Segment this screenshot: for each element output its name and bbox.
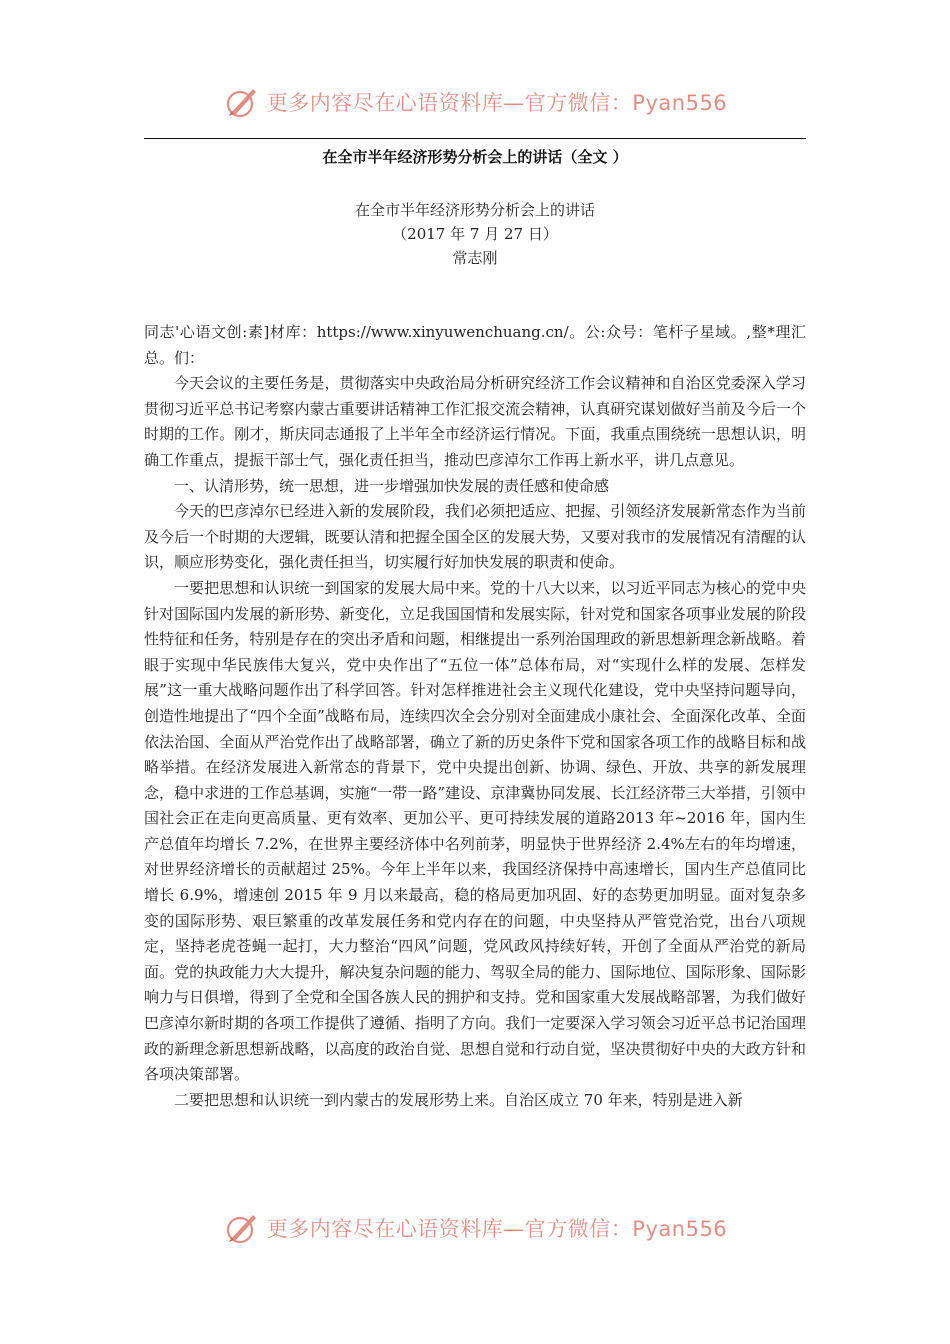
paragraph: 今天的巴彦淖尔已经进入新的发展阶段，我们必须把适应、把握、引领经济发展新常态作为当前及今后一个时期的大逻辑，既要认清和把握全国全区的发展大势，又要对我市的发展情况有清醒的认识，顺应形势变化，强化责任担当，切实履行好加快发展的职责和使命。 — [144, 502, 806, 572]
speaker-name: 常志刚 — [452, 249, 498, 267]
header-banner — [0, 80, 950, 124]
paragraph: 一要把思想和认识统一到国家的发展大局中来。党的十八大以来，以习近平同志为核心的党中央针对国际国内发展的新形势、新变化，立足我国国情和发展实际，针对党和国家各项事业发展的阶段性特征和任务，特别是存在的突出矛盾和问题，相继提出一系列治国理政的新思想新理念新战略。着眼于实现中华民族伟大复兴，党中央作出了“五位一体”总体布局，对“实现什么样的发展、怎样发展”这一重大战略问题作出了科学回答。针对怎样推进社会主义现代化建设，党中央坚持问题导向，创造性地提出了“四个全面”战略布局，连续四次全会分别对全面建成小康社会、全面深化改革、全面依法治国、全面从严治党作出了战略部署，确立了新的历史条件下党和国家各项工作的战略目标和战略举措。在经济发展进入新常态的背景下，党中央提出创新、协调、绿色、开放、共享的新发展理念，稳中求进的工作总基调，实施“一带一路”建设、京津冀协同发展、长江经济带三大举措，引领中国社会正在走向更高质量、更有效率、更加公平、更可持续发展的道路2013 年~2016 年，国内生产总值年均增长 7.2%，在世界主要经济体中名列前茅，明显快于世界经济 2.4%左右的年均增速，对世界经济增长的贡献超过 25%。今年上半年以来，我国经济保持中高速增长，国内生产总值同比增长 6.9%，增速创 2015 年 9 月以来最高，稳的格局更加巩固、好的态势更加明显。面对复杂多变的国际形势、艰巨繁重的改革发展任务和党内存在的问题，中央坚持从严管党治党，出台八项规定，坚持老虎苍蝇一起打，大力整治“四风”问题，党风政风持续好转，开创了全面从严治党的新局面。党的执政能力大大提升，解决复杂问题的能力、驾驭全局的能力、国际地位、国际形象、国际影响力与日俱增，得到了全党和全国各族人民的拥护和支持。党和国家重大发展战略部署，为我们做好巴彦淖尔新时期的各项工作提供了遵循、指明了方向。我们一定要深入学习领会习近平总书记治国理政的新理念新思想新战略，以高度的政治自觉、思想自觉和行动自觉，坚决贯彻好中央的大政方针和各项决策部署。 — [144, 578, 806, 1084]
speech-title: 在全市半年经济形势分析会上的讲话 — [354, 201, 595, 219]
section-heading: 一、认清形势，统一思想，进一步增强加快发展的责任感和使命感 — [174, 476, 610, 495]
header-divider — [144, 138, 806, 139]
banner-text: 更多内容尽在心语资料库—官方微信：Pyan556 — [266, 91, 728, 115]
footer-banner — [0, 1206, 950, 1250]
banner-text: 更多内容尽在心语资料库—官方微信：Pyan556 — [266, 1217, 728, 1241]
pen-quill-icon — [223, 83, 261, 121]
speech-date: （2017 年 7 月 27 日） — [392, 225, 558, 243]
paragraph: 今天会议的主要任务是，贯彻落实中央政治局分析研究经济工作会议精神和自治区党委深入学习贯彻习近平总书记考察内蒙古重要讲话精神工作汇报交流会精神，认真研究谋划做好当前及今后一个时期的工作。刚才，斯庆同志通报了上半年全市经济运行情况。下面，我重点围绕统一思想认识，明确工作重点，提振干部士气，强化责任担当，推动巴彦淖尔工作再上新水平，讲几点意见。 — [144, 374, 806, 469]
pen-quill-icon — [223, 1209, 261, 1247]
salutation: 同志'心语文创:素]材库：https://www.xinyuwenchuang.cn/。公:众号：笔杆子星域。,整*理汇总。们： — [144, 323, 806, 367]
document-title: 在全市半年经济形势分析会上的讲话（全文 ） — [322, 148, 628, 166]
paragraph: 二要把思想和认识统一到内蒙古的发展形势上来。自治区成立 70 年来，特别是进入新 — [174, 1090, 743, 1109]
document-body — [144, 320, 806, 1113]
